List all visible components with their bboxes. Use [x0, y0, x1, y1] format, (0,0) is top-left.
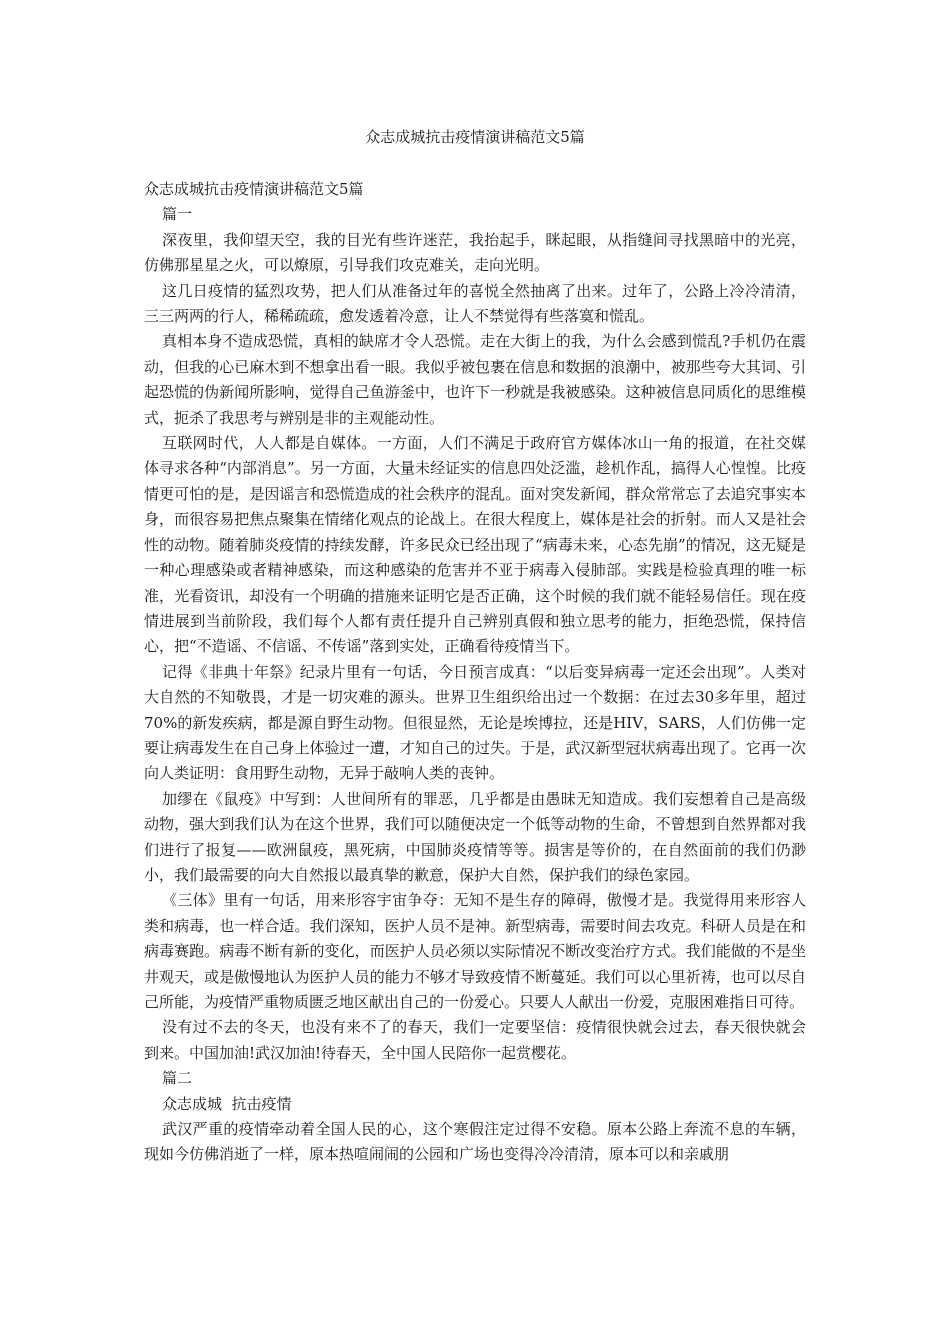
paragraph: 互联网时代，人人都是自媒体。一方面，人们不满足于政府官方媒体冰山一角的报道，在社交媒体寻求各种“内部消息”。另一方面，大量未经证实的信息四处泛滥，趁机作乱，搞得人心惶惶。比疫情更可怕的是，是因谣言和恐慌造成的社会秩序的混乱。面对突发新闻，群众常常忘了去追究事实本身，而很容易把焦点聚集在情绪化观点的论战上。在很大程度上，媒体是社会的折射。而人又是社会性的动物。随着肺炎疫情的持续发酵，许多民众已经出现了“病毒未来，心态先崩”的情况，这无疑是一种心理感染或者精神感染，而这种感染的危害并不亚于病毒入侵肺部。实践是检验真理的唯一标准，光看资讯，却没有一个明确的措施来证明它是否正确，这个时候的我们就不能轻易信任。现在疫情进展到当前阶段，我们每个人都有责任提升自己辨别真假和独立思考的能力，拒绝恐慌，保持信心，把“不造谣、不信谣、不传谣”落到实处，正确看待疫情当下。 [144, 434, 806, 656]
paragraph: 武汉严重的疫情牵动着全国人民的心，这个寒假注定过得不安稳。原本公路上奔流不息的车辆，现如今仿佛消逝了一样，原本热喧闹闹的公园和广场也变得冷冷清清，原本可以和亲戚朋 [144, 1120, 806, 1164]
paragraph: 真相本身不造成恐慌，真相的缺席才令人恐慌。走在大街上的我，为什么会感到慌乱?手机仍在震动，但我的心已麻木到不想拿出看一眼。我似乎被包裹在信息和数据的浪潮中，被那些夸大其词、引起恐慌的伪新闻所影响，觉得自己鱼游釜中，也许下一秒就是我被感染。这种被信息同质化的思维模式，扼杀了我思考与辨别是非的主观能动性。 [144, 332, 806, 427]
paragraph: 这几日疫情的猛烈攻势，把人们从准备过年的喜悦全然抽离了出来。过年了，公路上冷冷清清，三三两两的行人，稀稀疏疏，愈发透着冷意，让人不禁觉得有些落寞和慌乱。 [144, 281, 806, 326]
article-heading-2: 众志成城 抗击疫情 [162, 1094, 292, 1113]
paragraph: 《三体》里有一句话，用来形容宇宙争夺：无知不是生存的障碍，傲慢才是。我觉得用来形容人类和病毒，也一样合适。我们深知，医护人员不是神。新型病毒，需要时间去攻克。科研人员是在和病毒赛跑。病毒不断有新的变化，而医护人员必须以实际情况不断改变治疗方式。我们能做的不是坐井观天，或是傲慢地认为医护人员的能力不够才导致疫情不断蔓延。我们可以心里祈祷，也可以尽自己所能，为疫情严重物质匮乏地区献出自己的一份爱心。只要人人献出一份爱，克服困难指日可待。 [144, 891, 806, 1011]
paragraph: 没有过不去的冬天，也没有来不了的春天，我们一定要坚信：疫情很快就会过去，春天很快就会到来。中国加油!武汉加油!待春天，全中国人民陪你一起赏樱花。 [144, 1018, 806, 1062]
paragraph: 记得《非典十年祭》纪录片里有一句话，今日预言成真：“以后变异病毒一定还会出现”。人类对大自然的不知敬畏，才是一切灾难的源头。世界卫生组织给出过一个数据：在过去30多年里，超过70%的新发疾病，都是源自野生动物。但很显然，无论是埃博拉，还是HIV，SARS，人们仿佛一定要让病毒发生在自己身上体验过一遭，才知自己的过失。于是，武汉新型冠状病毒出现了。它再一次向人类证明：食用野生动物，无异于敲响人类的丧钟。 [144, 662, 806, 783]
page-title: 众志成城抗击疫情演讲稿范文5篇 [365, 128, 585, 146]
section-heading-2: 篇二 [162, 1069, 193, 1088]
paragraph: 深夜里，我仰望天空，我的目光有些许迷茫，我抬起手，眯起眼，从指缝间寻找黑暗中的光亮，仿佛那星星之火，可以燎原，引导我们攻克难关，走向光明。 [144, 230, 806, 275]
paragraph: 加缪在《鼠疫》中写到：人世间所有的罪恶，几乎都是由愚昧无知造成。我们妄想着自己是高级动物，强大到我们认为在这个世界，我们可以随便决定一个低等动物的生命，不曾想到自然界都对我们进行了报复——欧洲鼠疫，黑死病，中国肺炎疫情等等。损害是等价的，在自然面前的我们仍渺小，我们最需要的向大自然报以最真挚的歉意，保护大自然，保护我们的绿色家园。 [144, 789, 806, 884]
document-body [144, 177, 806, 1168]
section-heading-1: 篇一 [162, 205, 193, 224]
document-subtitle: 众志成城抗击疫情演讲稿范文5篇 [144, 180, 364, 198]
